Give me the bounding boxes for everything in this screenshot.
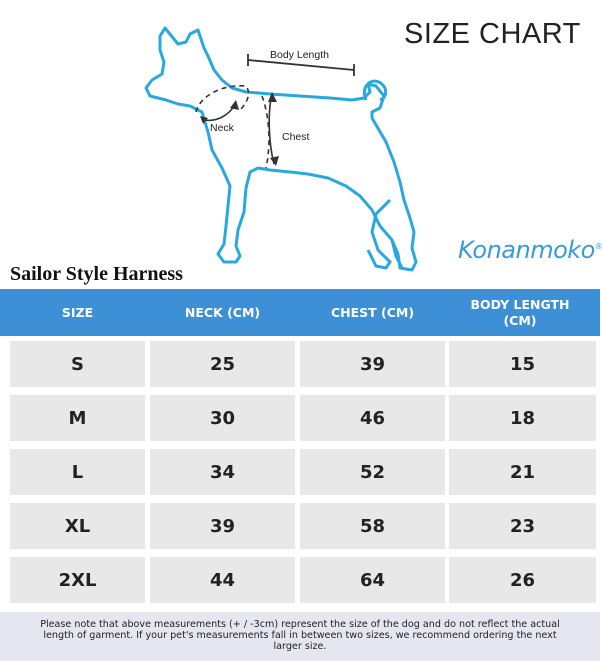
table-cell-body-length: 18 — [449, 395, 596, 441]
table-cell-body-length: 23 — [449, 503, 596, 549]
brand-logo — [458, 236, 602, 264]
table-cell-neck: 39 — [150, 503, 295, 549]
header-neck: NECK (CM) — [184, 304, 261, 320]
product-name: Sailor Style Harness — [10, 263, 183, 285]
neck-arrow — [204, 106, 234, 120]
table-cell-neck: 34 — [150, 449, 295, 495]
page-title: SIZE CHART — [404, 18, 581, 50]
neck-label: Neck — [210, 122, 234, 134]
table-cell-chest: 39 — [300, 341, 445, 387]
table-cell-neck: 25 — [150, 341, 295, 387]
table-cell-neck: 44 — [150, 557, 295, 603]
registered-mark: ® — [594, 242, 602, 251]
header-size: SIZE — [61, 304, 94, 320]
table-cell-size: L — [10, 449, 145, 495]
table-cell-body-length: 26 — [449, 557, 596, 603]
table-cell-body-length: 21 — [449, 449, 596, 495]
table-cell-chest: 46 — [300, 395, 445, 441]
footer-note-text: Please note that above measurements (+ / -3cm) represent the size of the dog and do not reflect the actual length of garment. If your pet's measurements fall in between two sizes, we recommend ordering the next larger size. — [40, 619, 560, 652]
table-cell-chest: 52 — [300, 449, 445, 495]
dog-measurement-diagram — [130, 20, 430, 280]
body-length-label: Body Length — [270, 49, 329, 61]
chest-label: Chest — [282, 131, 310, 143]
table-cell-size: S — [10, 341, 145, 387]
table-cell-chest: 64 — [300, 557, 445, 603]
table-cell-body-length: 15 — [449, 341, 596, 387]
table-cell-chest: 58 — [300, 503, 445, 549]
header-chest: CHEST (CM) — [330, 304, 415, 320]
chest-measure-line — [262, 96, 269, 168]
dog-outline — [146, 28, 416, 270]
chest-arrow — [269, 94, 274, 164]
table-cell-neck: 30 — [150, 395, 295, 441]
table-cell-size: XL — [10, 503, 145, 549]
brand-name: Konanmoko — [458, 236, 595, 264]
header-body-length: BODY LENGTH (CM) — [470, 296, 570, 328]
table-header — [0, 289, 600, 336]
table-cell-size: M — [10, 395, 145, 441]
table-cell-size: 2XL — [10, 557, 145, 603]
footer-note — [0, 612, 600, 661]
dog-tail — [364, 81, 385, 100]
